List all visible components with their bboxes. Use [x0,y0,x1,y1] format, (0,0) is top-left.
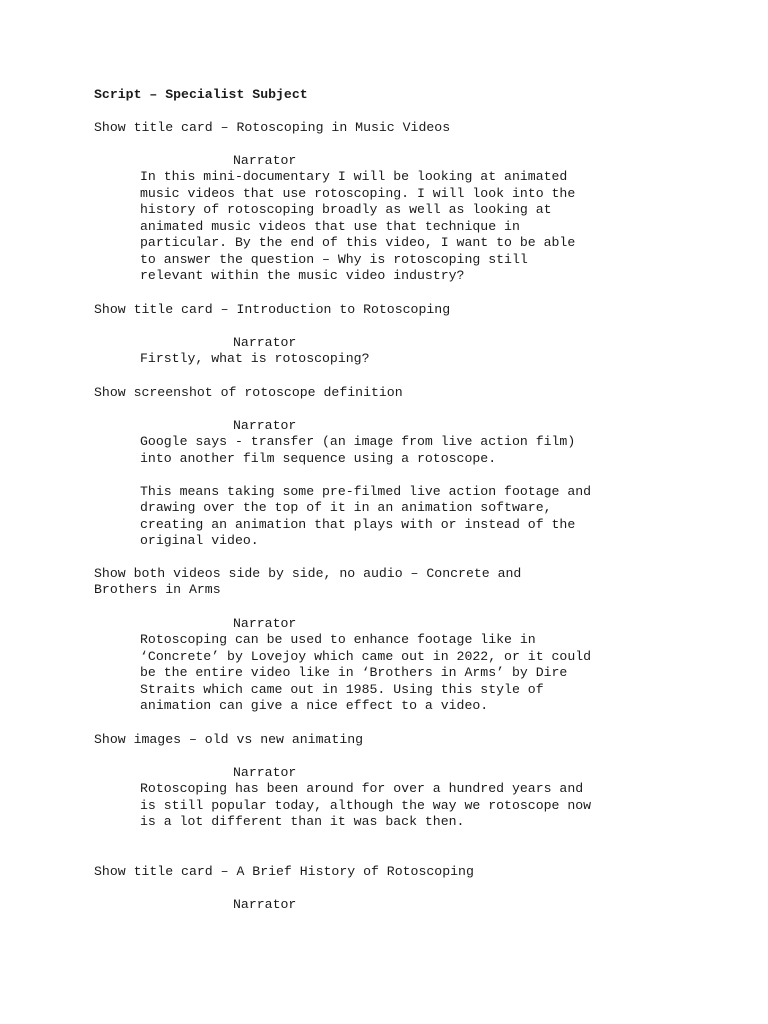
stage-direction: Brothers in Arms [94,582,221,597]
dialogue-line: animated music videos that use that technique in [140,219,520,234]
speaker-name: Narrator [233,153,297,168]
dialogue-line: ‘Concrete’ by Lovejoy which came out in 2022, or it could [140,649,592,664]
stage-direction: Show both videos side by side, no audio – Concrete and [94,566,522,581]
dialogue-line: particular. By the end of this video, I want to be able [140,235,576,250]
speaker-name: Narrator [233,616,297,631]
dialogue-line: This means taking some pre-filmed live action footage and [140,484,592,499]
speaker-name: Narrator [233,418,297,433]
dialogue-line: music videos that use rotoscoping. I will look into the [140,186,576,201]
dialogue-line: Straits which came out in 1985. Using this style of [140,682,544,697]
dialogue-line: relevant within the music video industry? [140,268,465,283]
dialogue-line: creating an animation that plays with or instead of the [140,517,576,532]
dialogue-line: Firstly, what is rotoscoping? [140,351,370,366]
stage-direction: Show screenshot of rotoscope definition [94,385,403,400]
speaker-name: Narrator [233,765,297,780]
dialogue-line: be the entire video like in ‘Brothers in Arms’ by Dire [140,665,568,680]
stage-direction: Show title card – Introduction to Rotoscoping [94,302,451,317]
dialogue-line: is still popular today, although the way we rotoscope now [140,798,592,813]
stage-direction: Show images – old vs new animating [94,732,364,747]
dialogue-line: Rotoscoping has been around for over a hundred years and [140,781,584,796]
dialogue-line: In this mini-documentary I will be looking at animated [140,169,568,184]
stage-direction: Show title card – A Brief History of Rotoscoping [94,864,474,879]
speaker-name: Narrator [233,897,297,912]
dialogue-line: is a lot different than it was back then. [140,814,465,829]
dialogue-line: history of rotoscoping broadly as well as looking at [140,202,552,217]
dialogue-line: Google says - transfer (an image from live action film) [140,434,576,449]
speaker-name: Narrator [233,335,297,350]
dialogue-line: animation can give a nice effect to a video. [140,698,489,713]
stage-direction: Show title card – Rotoscoping in Music Videos [94,120,451,135]
script-title: Script – Specialist Subject [94,87,308,102]
dialogue-line: Rotoscoping can be used to enhance footage like in [140,632,536,647]
dialogue-line: into another film sequence using a rotoscope. [140,451,497,466]
dialogue-line: drawing over the top of it in an animation software, [140,500,552,515]
dialogue-line: to answer the question – Why is rotoscoping still [140,252,528,267]
dialogue-line: original video. [140,533,259,548]
